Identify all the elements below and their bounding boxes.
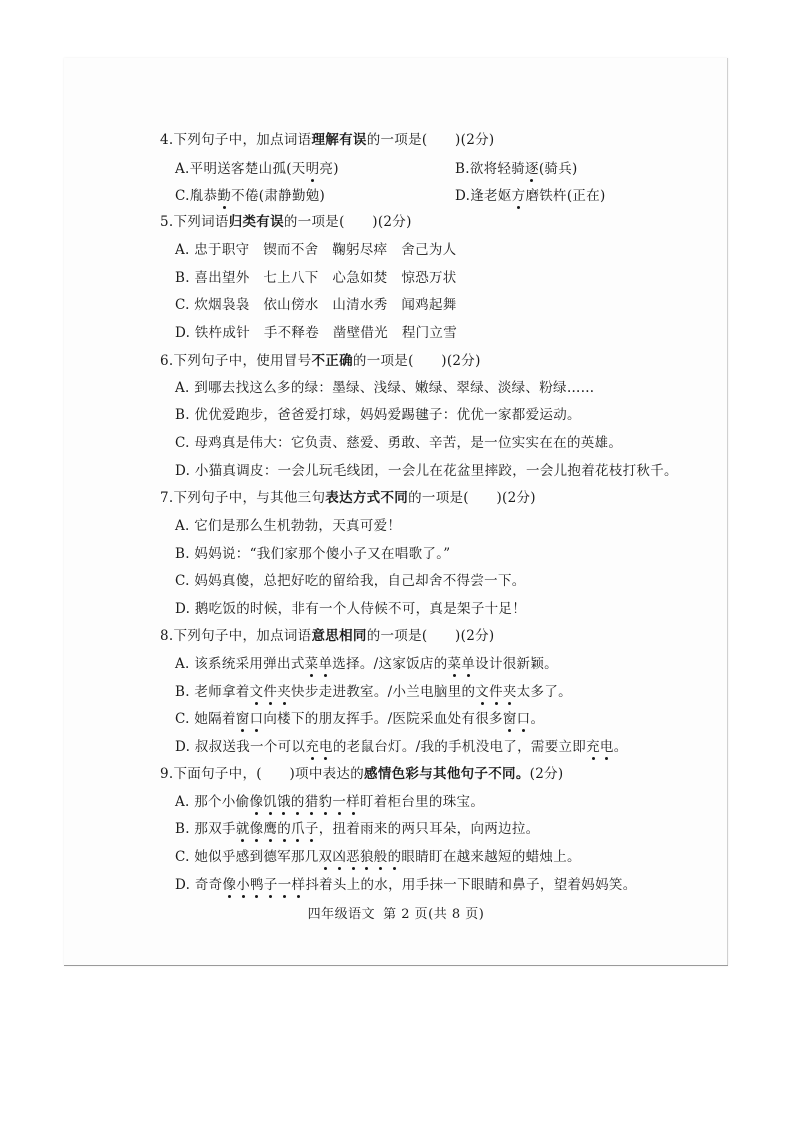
q7-option-b: [175, 545, 450, 563]
emphasis-char: 小: [236, 877, 251, 893]
q4-c-text-2: 不倦(肃静勤勉): [231, 188, 326, 204]
q6-c-label: C.: [175, 435, 190, 451]
q9-option-c: [175, 848, 581, 866]
q4-option-b: [455, 160, 578, 178]
q4-b-text: 欲将轻骑: [469, 161, 526, 177]
q9-a-text: 那个小偷: [194, 794, 250, 810]
q9-a-text-2: 盯着柜台里的珠宝。: [359, 794, 485, 810]
emphasis-char: 夹: [502, 684, 517, 700]
q4-a-label: A.: [175, 161, 190, 177]
q8-c-text: 她隔着: [194, 711, 236, 727]
page-footer: [0, 903, 792, 922]
emphasis-char: 菜: [447, 656, 462, 672]
emphasis-char: 充: [305, 739, 320, 755]
q4-c-text: 胤恭: [189, 188, 218, 204]
emphasis-char: 菜: [304, 656, 319, 672]
emphasis-char: 的: [290, 794, 305, 810]
q8-option-b: [175, 683, 572, 701]
q8-d-label: D.: [175, 739, 191, 755]
q8-c-text-3: 。: [530, 711, 545, 727]
emphasis-char: 双: [318, 849, 333, 865]
q4-a-text-2: 亮): [319, 161, 339, 177]
emphasis-char: 豹: [318, 794, 333, 810]
emphasis-char: 口: [249, 711, 264, 727]
emphasis-char: 猎: [304, 794, 319, 810]
q8-b-text-3: 太多了。: [516, 684, 572, 700]
emphasis-char: 充: [586, 739, 600, 755]
q9-b-dotted: [236, 821, 319, 837]
q8-a-dotted-1: [305, 656, 333, 672]
footer-page-number: 第 2 页(共 8 页): [383, 907, 485, 922]
q6-a-text: 到哪去找这么多的绿：墨绿、浅绿、嫩绿、翠绿、淡绿、粉绿……: [194, 380, 595, 396]
emphasis-char: 像: [249, 821, 264, 837]
q8-stem-pre: 8.下列句子中，加点词语: [160, 628, 312, 644]
q5-option-d: [175, 324, 457, 342]
q8-option-d: [175, 738, 628, 756]
emphasis-char: 的: [387, 849, 402, 865]
emphasis-char: 爪: [291, 821, 305, 837]
q9-c-label: C.: [175, 849, 190, 865]
q6-stem-bold: 不正确: [311, 353, 353, 369]
q9-d-dotted: [222, 877, 305, 893]
q9-option-b: [175, 820, 540, 838]
q9-stem-pre: 9.下面句子中，( )项中表达的: [160, 766, 365, 782]
emphasis-char: 窗: [235, 711, 250, 727]
q8-d-dotted-1: [305, 739, 333, 755]
question-9: [160, 765, 563, 783]
emphasis-char: 子: [263, 877, 278, 893]
emphasis-char: 单: [461, 656, 476, 672]
q8-c-text-2: 向楼下的朋友挥手。/医院采血处有很多: [263, 711, 503, 727]
q5-d-text: 铁杵成针 手不释卷 凿壁借光 程门立雪: [194, 325, 458, 341]
q5-stem-pre: 5.下列词语: [160, 214, 229, 230]
q8-b-text: 老师拿着: [194, 684, 250, 700]
emphasis-char: 样: [346, 794, 360, 810]
q6-b-label: B.: [175, 407, 190, 423]
emphasis-char: 单: [318, 656, 333, 672]
emphasis-char: 样: [291, 877, 306, 893]
q8-b-label: B.: [175, 684, 190, 700]
q5-d-label: D.: [175, 325, 191, 341]
q6-stem-post: 的一项是( )(2分): [352, 353, 481, 369]
q8-c-dotted-2: [503, 711, 531, 727]
q8-option-a: [175, 655, 558, 673]
q8-d-text: 叔叔送我一个可以: [194, 739, 306, 755]
emphasis-char: 鸭: [250, 877, 264, 893]
emphasis-char: 文: [475, 684, 490, 700]
q9-d-text-2: 抖着头上的水，用手抹一下眼睛和鼻子，望着妈妈笑。: [305, 877, 637, 893]
q7-d-text: 鹅吃饭的时候，非有一个人侍候不可，真是架子十足！: [194, 601, 527, 617]
emphasis-char: 的: [277, 821, 292, 837]
emphasis-char: 件: [263, 684, 278, 700]
emphasis-char: 电: [599, 739, 614, 755]
q4-d-text: 逢老妪: [470, 188, 512, 204]
q7-d-label: D.: [175, 601, 191, 617]
q6-c-text: 母鸡真是伟大：它负责、慈爱、勇敢、辛苦，是一位实实在在的英雄。: [194, 435, 623, 451]
q8-a-text-3: 设计很新颖。: [475, 656, 558, 672]
emphasis-char: 恶: [346, 849, 360, 865]
page-edge-bottom: [64, 965, 728, 966]
q5-c-text: 炊烟袅袅 依山傍水 山清水秀 闻鸡起舞: [194, 297, 457, 313]
q9-a-label: A.: [175, 794, 190, 810]
q6-d-label: D.: [175, 463, 191, 479]
q6-option-a: [175, 379, 594, 397]
q7-stem-bold: 表达方式不同: [325, 490, 409, 506]
q9-b-text: 那双手: [194, 821, 236, 837]
q8-b-dotted-2: [475, 684, 516, 700]
q8-d-text-2: 的老鼠台灯。/我的手机没电了，需要立即: [332, 739, 587, 755]
q7-c-text: 妈妈真傻，总把好吃的留给我，自己却舍不得尝一下。: [194, 573, 526, 589]
q9-option-d: [175, 876, 637, 894]
emphasis-char: 像: [222, 877, 237, 893]
emphasis-char: 像: [249, 794, 264, 810]
q9-b-label: B.: [175, 821, 190, 837]
q5-a-label: A.: [175, 242, 190, 258]
q4-option-d: [455, 187, 606, 205]
emphasis-char: 窗: [502, 711, 517, 727]
q6-option-b: [175, 406, 581, 424]
emphasis-char: 电: [319, 739, 333, 755]
q4-d-text-2: 磨铁杵(正在): [525, 188, 606, 204]
emphasis-char: 一: [277, 877, 292, 893]
q5-stem-post: 的一项是( )(2分): [283, 214, 412, 230]
q5-option-a: [175, 241, 456, 259]
q5-b-text: 喜出望外 七上八下 心急如焚 惊恐万状: [194, 270, 457, 286]
q4-stem-bold: 理解有误: [311, 132, 367, 148]
q7-c-label: C.: [175, 573, 190, 589]
q4-stem-pre: 4.下列句子中，加点词语: [160, 132, 312, 148]
q7-stem-post: 的一项是( )(2分): [408, 490, 536, 506]
q4-a-text: 平明送客楚山孤(天: [189, 161, 306, 177]
q7-a-label: A.: [175, 518, 190, 534]
question-6: [160, 352, 481, 370]
q5-a-text: 忠于职守 锲而不舍 鞠躬尽瘁 舍己为人: [194, 242, 457, 258]
emphasis-char: 口: [516, 711, 531, 727]
q7-option-c: [175, 572, 526, 590]
q8-stem-bold: 意思相同: [311, 628, 367, 644]
question-8: [160, 627, 494, 645]
q4-c-label: C.: [175, 188, 190, 204]
emphasis-char: 就: [235, 821, 250, 837]
q7-a-text: 它们是那么生机勃勃，天真可爱！: [194, 518, 402, 534]
q5-stem-bold: 归类有误: [228, 214, 284, 230]
q7-option-a: [175, 517, 401, 535]
q7-option-d: [175, 600, 526, 618]
q9-stem-post: (2分): [529, 766, 564, 782]
emphasis-char: 鹰: [263, 821, 278, 837]
q4-b-text-2: (骑兵): [538, 161, 578, 177]
q5-b-label: B.: [175, 270, 190, 286]
emphasis-char: 饥: [263, 794, 278, 810]
q8-option-c: [175, 710, 544, 728]
q6-a-label: A.: [175, 380, 190, 396]
q6-option-d: [175, 462, 678, 480]
emphasis-char: 件: [489, 684, 503, 700]
q9-c-text: 她似乎感到德军那几: [194, 849, 319, 865]
q4-a-dotted: 明: [305, 161, 320, 177]
q5-option-b: [175, 269, 457, 287]
emphasis-char: 子: [304, 821, 319, 837]
q7-stem-pre: 7.下列句子中，与其他三句: [160, 490, 326, 506]
emphasis-char: 般: [373, 849, 388, 865]
q9-a-dotted: [249, 794, 360, 810]
q7-b-label: B.: [175, 546, 190, 562]
question-4: [160, 131, 494, 149]
q4-b-dotted: 逐: [525, 161, 539, 177]
q6-stem-pre: 6.下列句子中，使用冒号: [160, 353, 312, 369]
q9-stem-bold: 感情色彩与其他句子不同。: [364, 766, 530, 782]
q9-option-a: [175, 793, 484, 811]
q4-b-label: B.: [455, 161, 470, 177]
emphasis-char: 狼: [359, 849, 374, 865]
q8-d-dotted-2: [586, 739, 614, 755]
q4-option-a: [175, 160, 339, 178]
emphasis-char: 一: [332, 794, 347, 810]
q9-d-text: 奇奇: [194, 877, 223, 893]
q8-a-label: A.: [175, 656, 190, 672]
q9-c-text-2: 眼睛盯在越来越短的蜡烛上。: [401, 849, 581, 865]
q8-a-text-2: 选择。/这家饭店的: [332, 656, 448, 672]
q8-c-label: C.: [175, 711, 190, 727]
q9-b-text-2: ，扭着雨来的两只耳朵，向两边拉。: [318, 821, 540, 837]
q4-c-dotted: 勤: [217, 188, 232, 204]
q8-a-dotted-2: [448, 656, 476, 672]
emphasis-char: 饿: [277, 794, 291, 810]
q4-d-dotted: 方: [511, 188, 526, 204]
q8-b-text-2: 快步走进教室。/小兰电脑里的: [291, 684, 476, 700]
emphasis-char: 凶: [332, 849, 347, 865]
q4-d-label: D.: [455, 188, 471, 204]
q8-b-dotted-1: [250, 684, 291, 700]
page-edge-right: [727, 58, 728, 966]
q8-a-text: 该系统采用弹出式: [194, 656, 305, 672]
q4-stem-post: 的一项是( )(2分): [366, 132, 495, 148]
emphasis-char: 夹: [277, 684, 292, 700]
q4-option-c: [175, 187, 325, 205]
q6-d-text: 小猫真调皮：一会儿玩毛线团，一会儿在花盆里摔跤，一会儿抱着花枝打秋千。: [194, 463, 678, 479]
q8-c-dotted-1: [236, 711, 264, 727]
question-5: [160, 213, 412, 231]
q7-b-text: 妈妈说：“我们家那个傻小子又在唱歌了。”: [194, 546, 451, 562]
q9-c-dotted: [319, 849, 402, 865]
q9-d-label: D.: [175, 877, 191, 893]
emphasis-char: 文: [249, 684, 264, 700]
q8-d-text-3: 。: [613, 739, 628, 755]
question-7: [160, 489, 536, 507]
q5-option-c: [175, 296, 457, 314]
q6-b-text: 优优爱跑步，爸爸爱打球，妈妈爱踢毽子：优优一家都爱运动。: [194, 407, 581, 423]
q6-option-c: [175, 434, 622, 452]
footer-subject: 四年级语文: [307, 907, 376, 922]
q8-stem-post: 的一项是( )(2分): [366, 628, 495, 644]
q5-c-label: C.: [175, 297, 190, 313]
